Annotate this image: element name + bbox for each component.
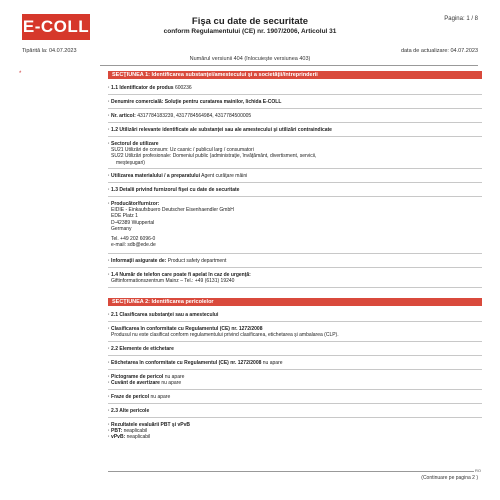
divider	[108, 355, 482, 356]
divider	[108, 287, 482, 288]
other-hazards	[108, 408, 478, 414]
s11-value: 600236	[174, 85, 192, 91]
pbt-label: · PBT:	[108, 428, 123, 435]
cuvant-value: nu apare	[161, 380, 182, 387]
address-line: EIDIE - Einkaufsbuero Deutscher Eisenhaendler GmbH	[111, 207, 234, 214]
s14-value: Giftinformationszentrum Mainz – Tel.: +49 (6131) 19240	[111, 278, 235, 285]
su22-line: SU22 Utilizări profesionale: Domeniul public (administraţie, învăţământ, divertisment, servicii,	[111, 153, 317, 160]
s12-label: · 1.2 Utilizări relevante identificate ale substanţei sau ale amestecului şi utilizări contraindicate	[108, 127, 332, 133]
s11-label: · 1.1 Identificator de produs	[108, 85, 174, 91]
divider	[108, 253, 482, 254]
articol-label: · Nr. articol:	[108, 113, 136, 119]
s21-label: · 2.1 Clasificarea substanţei sau a amestecului	[108, 312, 219, 318]
fraze-label: · Fraze de pericol	[108, 394, 150, 400]
vpvb-value: neaplicabil	[126, 434, 151, 441]
s14-label: · 1.4 Număr de telefon care poate fi apelat în caz de urgenţă:	[108, 272, 251, 278]
divider	[108, 389, 482, 390]
divider	[108, 122, 482, 123]
footer-code: RO	[475, 468, 481, 473]
s13-label: · 1.3 Detalii privind furnizorul fişei cu date de securitate	[108, 187, 240, 193]
classification	[108, 312, 478, 318]
section2-heading: SECŢIUNEA 2: Identificarea pericolelor	[108, 298, 482, 306]
clasif-label: · Clasificarea în conformitate cu Regulamentul (CE) nr. 1272/2008	[108, 326, 263, 332]
product-identifier	[108, 85, 478, 91]
material-use	[108, 173, 478, 179]
pictograms	[108, 374, 478, 386]
email-line: e-mail: sdb@ede.de	[111, 242, 156, 249]
articol-value: 4317784183239, 4317784564984, 4317784500005	[137, 113, 252, 119]
vpvb-label: · vPvB:	[108, 434, 126, 441]
divider	[108, 136, 482, 137]
revision-marker: *	[19, 71, 22, 77]
informatii-value: Product safety department	[167, 258, 227, 264]
hazard-statements	[108, 394, 478, 400]
continued-note: (Continuare pe pagina 2 )	[421, 475, 478, 481]
address-line: D-42389 Wuppertal	[111, 219, 155, 226]
divider	[108, 94, 482, 95]
divider	[108, 267, 482, 268]
divider	[108, 321, 482, 322]
classification-regulation	[108, 326, 478, 338]
version-number: Numărul versiunii 404 (înlocuieşte versiunea 403)	[189, 56, 311, 62]
utilizarea-value: Agent curăţare mâini	[201, 173, 248, 179]
printed-date: Tipărită la: 04.07.2023	[22, 48, 77, 54]
picto-value: nu apare	[164, 374, 185, 380]
pbt-value: neaplicabil	[123, 428, 148, 435]
divider	[108, 196, 482, 197]
informatii-label: · Informaţii asigurate de:	[108, 258, 167, 264]
su21-line: SU21 Utilizări de consum: Uz casnic / publicul larg / consumatori	[111, 147, 254, 154]
utilizarea-label: · Utilizarea materialului / a preparatului	[108, 173, 200, 179]
sector-label: · Sectorul de utilizare	[108, 141, 159, 147]
denumire-value: Soluţie pentru curatarea mainilor, lichida E-COLL	[164, 99, 282, 105]
producer-supplier	[108, 201, 478, 248]
fraze-value: nu apare	[150, 394, 171, 400]
divider	[108, 341, 482, 342]
divider	[108, 182, 482, 183]
relevant-uses	[108, 127, 478, 133]
divider	[108, 369, 482, 370]
address-line: EDE Platz 1	[111, 213, 138, 220]
divider	[108, 403, 482, 404]
address-line: Germany	[111, 225, 132, 232]
cuvant-label: · Cuvânt de avertizare	[108, 380, 160, 387]
supplier-details	[108, 187, 478, 193]
producator-label: · Producător/furnizor:	[108, 201, 160, 207]
denumire-label: · Denumire comercială:	[108, 99, 164, 105]
etichetare-label: · Etichetarea în conformitate cu Regulamentul (CE) nr. 1272/2008	[108, 360, 262, 366]
s22-label: · 2.2 Elemente de etichetare	[108, 346, 174, 352]
article-number	[108, 113, 478, 119]
labelling-regulation	[108, 360, 478, 366]
divider	[108, 168, 482, 169]
sector-of-use	[108, 141, 478, 166]
header-divider	[100, 65, 478, 66]
pbt-vpvb-results	[108, 422, 478, 441]
picto-label: · Pictograme de pericol	[108, 374, 164, 380]
footer-divider	[108, 471, 482, 472]
trade-name	[108, 99, 478, 105]
section1-heading: SECŢIUNEA 1: Identificarea substanţei/amestecului şi a societăţii/întreprinderii	[108, 71, 482, 79]
clasif-value: Produsul nu este clasificat conform regulamentului privind clasificarea, etichetarea şi ambalarea (CLP).	[111, 332, 339, 339]
information-provided-by	[108, 258, 478, 264]
brand-logo: E-COLL	[22, 14, 90, 40]
emergency-phone	[108, 272, 478, 284]
label-elements	[108, 346, 478, 352]
divider	[108, 108, 482, 109]
su22-cont: meşteşugari)	[116, 159, 145, 166]
rezultate-label: · Rezultatele evaluării PBT şi vPvB	[108, 422, 190, 428]
etichetare-value: nu apare	[262, 360, 283, 366]
page-number: Pagina: 1 / 8	[444, 16, 478, 22]
phone-line: Tel. +49 202 6096-0	[111, 236, 156, 243]
document-subtitle: conform Regulamentului (CE) nr. 1907/2006, Articolul 31	[163, 28, 337, 35]
updated-date: data de actualizare: 04.07.2023	[400, 48, 478, 54]
s23-label: · 2.3 Alte pericole	[108, 408, 150, 414]
divider	[108, 417, 482, 418]
document-title: Fişa cu date de securitate	[191, 16, 309, 27]
